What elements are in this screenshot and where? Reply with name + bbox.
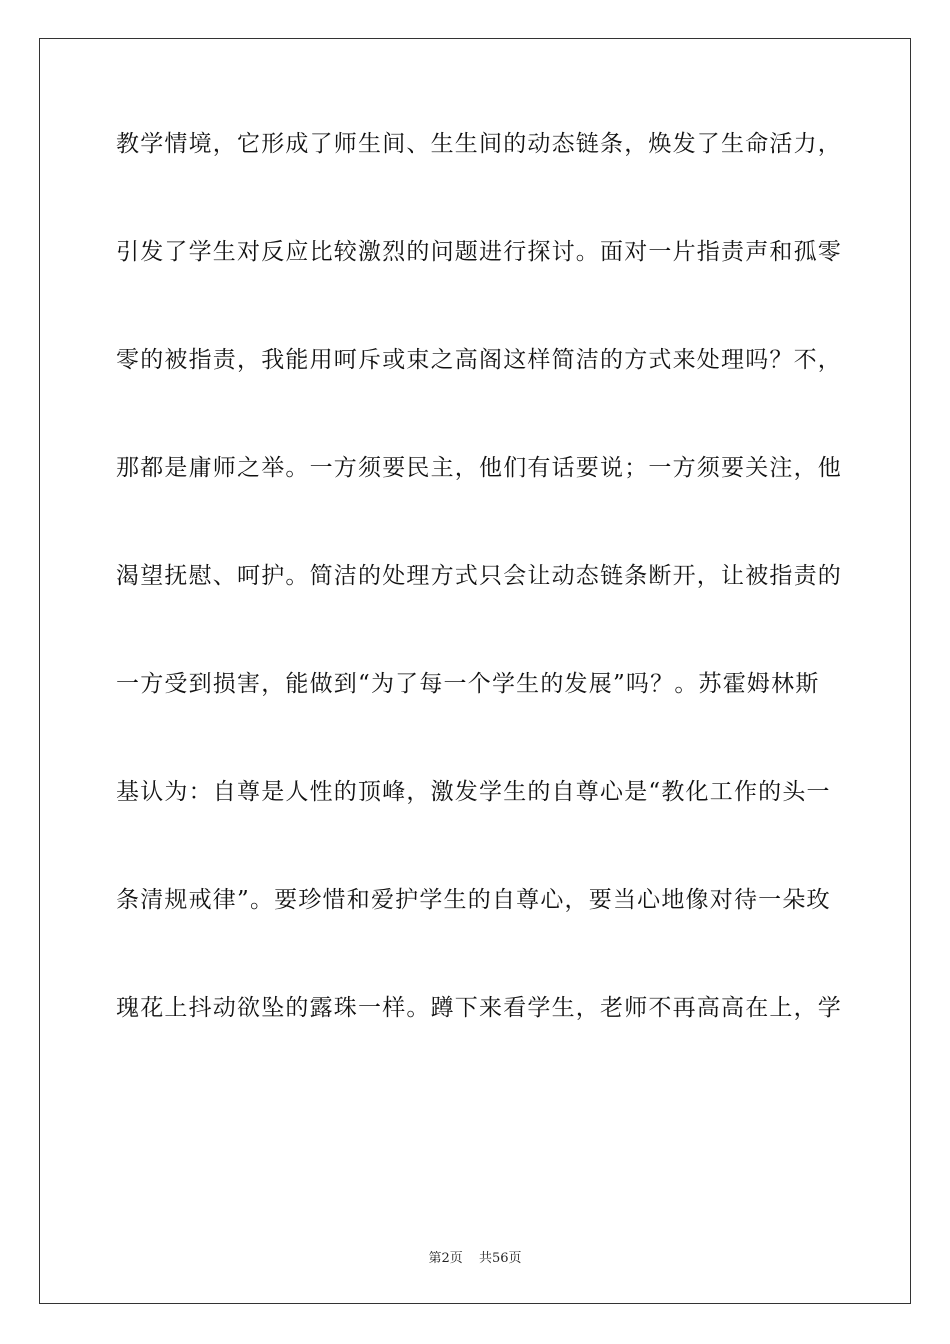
text-line: 教学情境，它形成了师生间、生生间的动态链条，焕发了生命活力， [116, 131, 842, 157]
text-line: 引发了学生对反应比较激烈的问题进行探讨。面对一片指责声和孤零 [116, 239, 842, 265]
text-line: 渴望抚慰、呵护。简洁的处理方式只会让动态链条断开，让被指责的 [116, 563, 842, 589]
text-line: 瑰花上抖动欲坠的露珠一样。蹲下来看学生，老师不再高高在上，学 [116, 995, 842, 1021]
text-line: 零的被指责，我能用呵斥或束之高阁这样简洁的方式来处理吗？不， [116, 347, 842, 373]
text-line: 那都是庸师之举。一方须要民主，他们有话要说；一方须要关注，他 [116, 455, 842, 481]
page-footer [0, 1247, 950, 1266]
page-number: 第2页 [428, 1251, 463, 1266]
text-line: 条清规戒律”。要珍惜和爱护学生的自尊心，要当心地像对待一朵玫 [116, 887, 831, 913]
body-text [116, 130, 842, 1102]
page-total: 共56页 [478, 1251, 522, 1266]
text-line: 一方受到损害，能做到“为了每一个学生的发展”吗？。苏霍姆林斯 [116, 671, 820, 697]
text-line: 基认为：自尊是人性的顶峰，激发学生的自尊心是“教化工作的头一 [116, 779, 831, 805]
